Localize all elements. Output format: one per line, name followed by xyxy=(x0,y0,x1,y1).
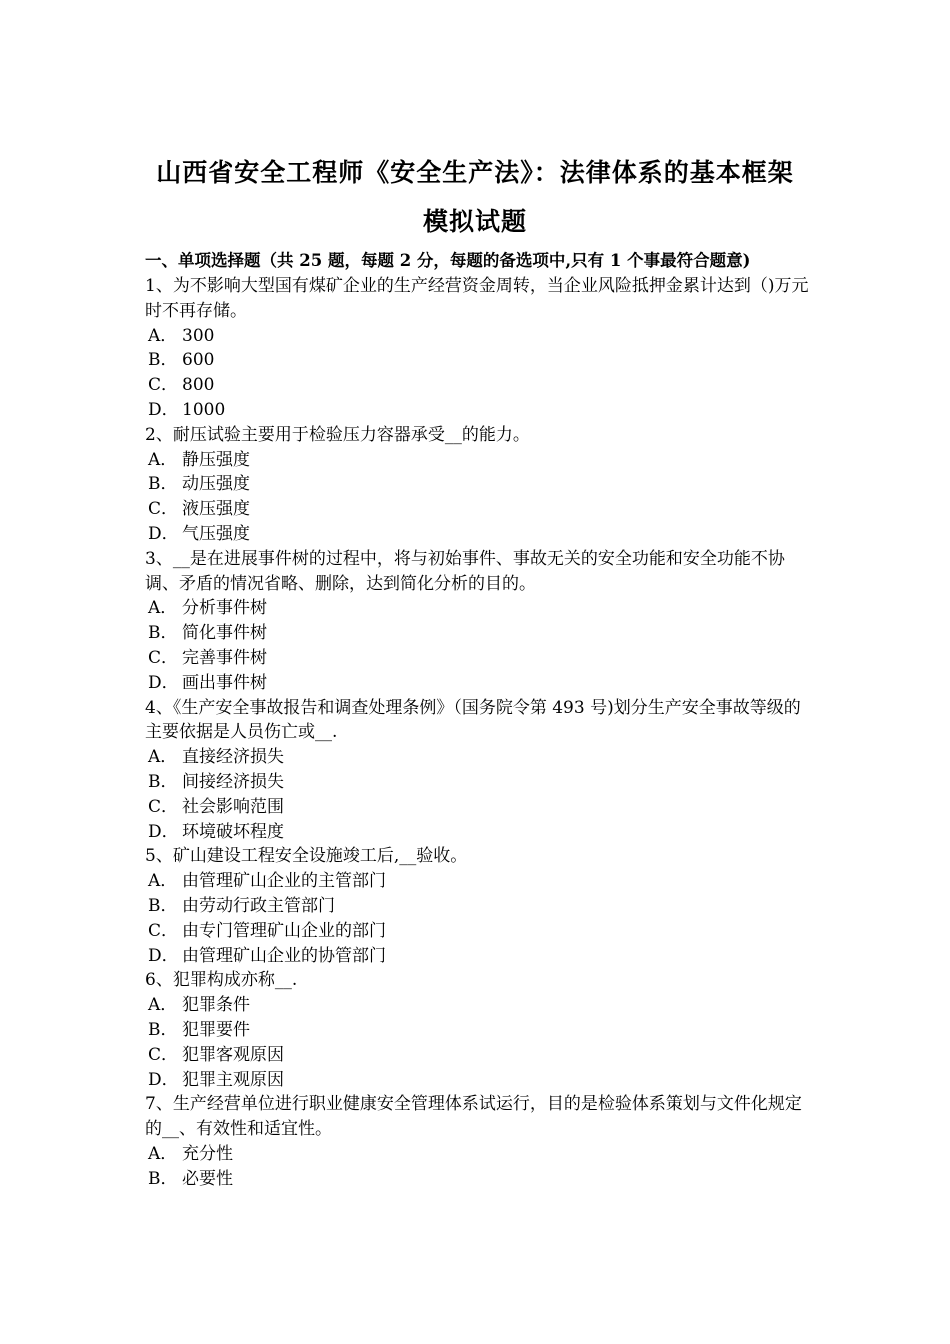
answer-option xyxy=(145,1068,810,1093)
question-block xyxy=(145,274,810,423)
option-letter: A． xyxy=(148,1143,178,1164)
question-stem: 3、__是在进展事件树的过程中，将与初始事件、事故无关的安全功能和安全功能不协调、矛盾的情况省略、删除，达到简化分析的目的。 xyxy=(145,548,785,594)
answer-option xyxy=(145,472,810,497)
option-letter: A． xyxy=(148,995,178,1016)
answer-option xyxy=(145,348,810,373)
answer-option xyxy=(145,398,810,423)
section-heading: 一、单项选择题（共 25 题，每题 2 分，每题的备选项中,只有 1 个事最符合题意) xyxy=(145,251,751,270)
option-letter: C． xyxy=(148,1044,179,1065)
option-letter: D． xyxy=(148,672,179,693)
question-stem: 4、《生产安全事故报告和调查处理条例》（国务院令第 493 号)划分生产安全事故等级的主要依据是人员伤亡或__. xyxy=(145,697,801,743)
option-letter: C． xyxy=(148,647,179,668)
option-text: 300 xyxy=(182,325,215,346)
option-letter: C． xyxy=(148,920,179,941)
option-letter: B． xyxy=(148,771,178,792)
option-text: 由管理矿山企业的主管部门 xyxy=(182,871,386,892)
answer-option xyxy=(145,1167,810,1192)
document-body xyxy=(145,249,810,1191)
option-text: 犯罪要件 xyxy=(182,1019,250,1040)
answer-option xyxy=(145,646,810,671)
option-letter: A． xyxy=(148,325,178,346)
option-letter: B． xyxy=(148,474,178,495)
answer-option xyxy=(145,993,810,1018)
option-text: 气压强度 xyxy=(182,523,250,544)
option-text: 分析事件树 xyxy=(182,598,267,619)
option-text: 完善事件树 xyxy=(182,647,267,668)
question-block xyxy=(145,844,810,968)
option-letter: A． xyxy=(148,598,178,619)
option-text: 必要性 xyxy=(182,1168,233,1189)
answer-option xyxy=(145,1043,810,1068)
answer-option xyxy=(145,448,810,473)
option-text: 动压强度 xyxy=(182,474,250,495)
question-stem: 5、矿山建设工程安全设施竣工后,__验收。 xyxy=(145,846,468,867)
question-block xyxy=(145,1092,810,1191)
question-block xyxy=(145,423,810,547)
option-letter: B． xyxy=(148,1019,178,1040)
option-text: 充分性 xyxy=(182,1143,233,1164)
option-letter: C． xyxy=(148,796,179,817)
option-text: 800 xyxy=(182,375,215,396)
answer-option xyxy=(145,671,810,696)
option-letter: B． xyxy=(148,1168,178,1189)
question-stem: 1、为不影响大型国有煤矿企业的生产经营资金周转，当企业风险抵押金累计达到（)万元时不再存储。 xyxy=(145,276,809,321)
answer-option xyxy=(145,894,810,919)
option-text: 环境破坏程度 xyxy=(182,821,284,842)
answer-option xyxy=(145,745,810,770)
answer-option xyxy=(145,869,810,894)
document-title: 山西省安全工程师《安全生产法》：法律体系的基本框架 xyxy=(156,158,794,187)
answer-option xyxy=(145,1142,810,1167)
option-text: 静压强度 xyxy=(182,449,250,470)
option-text: 由管理矿山企业的协管部门 xyxy=(182,945,386,966)
option-text: 由专门管理矿山企业的部门 xyxy=(182,920,386,941)
question-stem: 2、耐压试验主要用于检验压力容器承受__的能力。 xyxy=(145,424,530,445)
option-text: 由劳动行政主管部门 xyxy=(182,895,335,916)
option-text: 犯罪条件 xyxy=(182,995,250,1016)
answer-option xyxy=(145,795,810,820)
option-text: 画出事件树 xyxy=(182,672,267,693)
option-letter: D． xyxy=(148,1069,179,1090)
answer-option xyxy=(145,373,810,398)
option-letter: C． xyxy=(148,375,179,396)
option-text: 液压强度 xyxy=(182,499,250,520)
option-letter: D． xyxy=(148,945,179,966)
option-letter: D． xyxy=(148,523,179,544)
answer-option xyxy=(145,621,810,646)
option-text: 犯罪客观原因 xyxy=(182,1044,284,1065)
option-letter: A． xyxy=(148,449,178,470)
option-letter: D． xyxy=(148,399,179,420)
answer-option xyxy=(145,944,810,969)
option-text: 直接经济损失 xyxy=(182,747,284,768)
option-text: 简化事件树 xyxy=(182,623,267,644)
option-letter: A． xyxy=(148,871,178,892)
option-letter: D． xyxy=(148,821,179,842)
option-letter: B． xyxy=(148,350,178,371)
question-stem: 7、生产经营单位进行职业健康安全管理体系试运行，目的是检验体系策划与文件化规定的__、有效性和适宜性。 xyxy=(145,1094,802,1140)
question-block xyxy=(145,547,810,696)
option-letter: A． xyxy=(148,747,178,768)
answer-option xyxy=(145,497,810,522)
option-text: 1000 xyxy=(182,399,226,420)
answer-option xyxy=(145,919,810,944)
question-block xyxy=(145,696,810,845)
answer-option xyxy=(145,770,810,795)
option-letter: B． xyxy=(148,895,178,916)
option-text: 600 xyxy=(182,350,215,371)
option-text: 社会影响范围 xyxy=(182,796,284,817)
answer-option xyxy=(145,596,810,621)
answer-option xyxy=(145,324,810,349)
option-text: 犯罪主观原因 xyxy=(182,1069,284,1090)
option-text: 间接经济损失 xyxy=(182,771,284,792)
document-subtitle: 模拟试题 xyxy=(422,207,527,236)
option-letter: B． xyxy=(148,623,178,644)
question-stem: 6、犯罪构成亦称__. xyxy=(145,970,298,991)
answer-option xyxy=(145,1018,810,1043)
answer-option xyxy=(145,820,810,845)
option-letter: C． xyxy=(148,499,179,520)
question-block xyxy=(145,968,810,1092)
question-list xyxy=(145,274,810,1191)
answer-option xyxy=(145,522,810,547)
